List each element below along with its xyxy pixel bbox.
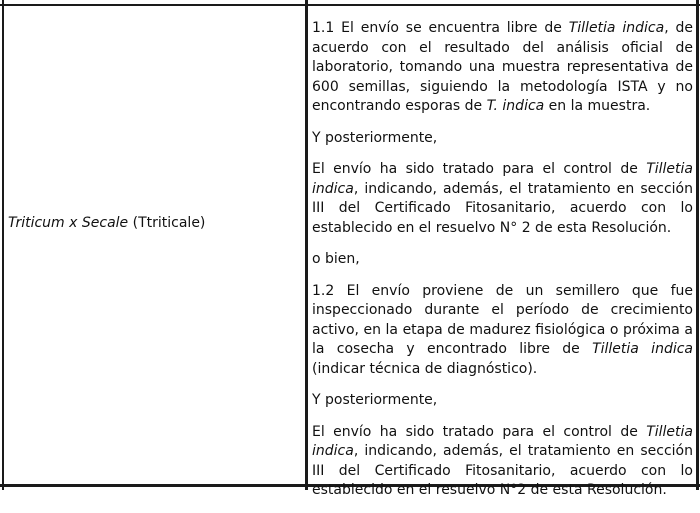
text-segment: 1.1 El envío se encuentra libre de	[312, 20, 569, 36]
text-segment: 1.2 El envío proviene de un semillero que fue inspeccionado durante el período de crecimiento activo, en la etapa de madurez fisiológica o próxima a la cosecha y encontrado libre de	[312, 282, 693, 357]
italic-term: Tilletia indica	[312, 423, 693, 459]
paragraph-then-2: Y posteriormente,	[312, 392, 438, 408]
italic-term: Tilletia indica	[592, 341, 693, 357]
species-common-name: (Ttriticale)	[128, 215, 206, 231]
text-segment: (indicar técnica de diagnóstico).	[312, 360, 538, 377]
text-segment: El envío ha sido tratado para el control de	[312, 423, 647, 440]
paragraph-or: o bien,	[312, 251, 360, 267]
text-segment: , de acuerdo con el resultado del análisis oficial de laboratorio, tomando una muestra representativa de 600 semillas, siguiendo la metodología ISTA y no encontrando esporas de	[312, 20, 693, 114]
paragraph-1-1	[312, 19, 693, 117]
table-border-left	[2, 0, 4, 490]
table-column-divider	[305, 0, 308, 490]
paragraph-then-1: Y posteriormente,	[312, 129, 438, 146]
species-scientific-name: Triticum x Secale	[8, 215, 129, 231]
paragraph-treatment-1	[312, 160, 693, 238]
text-segment: El envío ha sido tratado para el control de	[312, 161, 647, 177]
table-border-right	[696, 0, 699, 490]
italic-term: T. indica	[486, 98, 545, 114]
paragraph-treatment-2	[312, 423, 693, 501]
text-segment: , indicando, además, el tratamiento en sección III del Certificado Fitosanitario, acuerdo con lo establecido en el resuelvo N° 2 de esta Resolución.	[312, 180, 693, 236]
paragraph-1-2	[312, 282, 693, 380]
italic-term: Tilletia indica	[568, 20, 665, 36]
text-segment: , indicando, además, el tratamiento en sección III del Certificado Fitosanitario, acuerdo con lo establecido en el resuelvo N°2 de esta Resolución.	[312, 443, 693, 498]
text-segment: en la muestra.	[544, 98, 651, 114]
italic-term: Tilletia indica	[312, 161, 693, 197]
species-cell	[8, 214, 298, 232]
requirements-cell	[312, 19, 693, 513]
table-border-top	[0, 4, 700, 6]
